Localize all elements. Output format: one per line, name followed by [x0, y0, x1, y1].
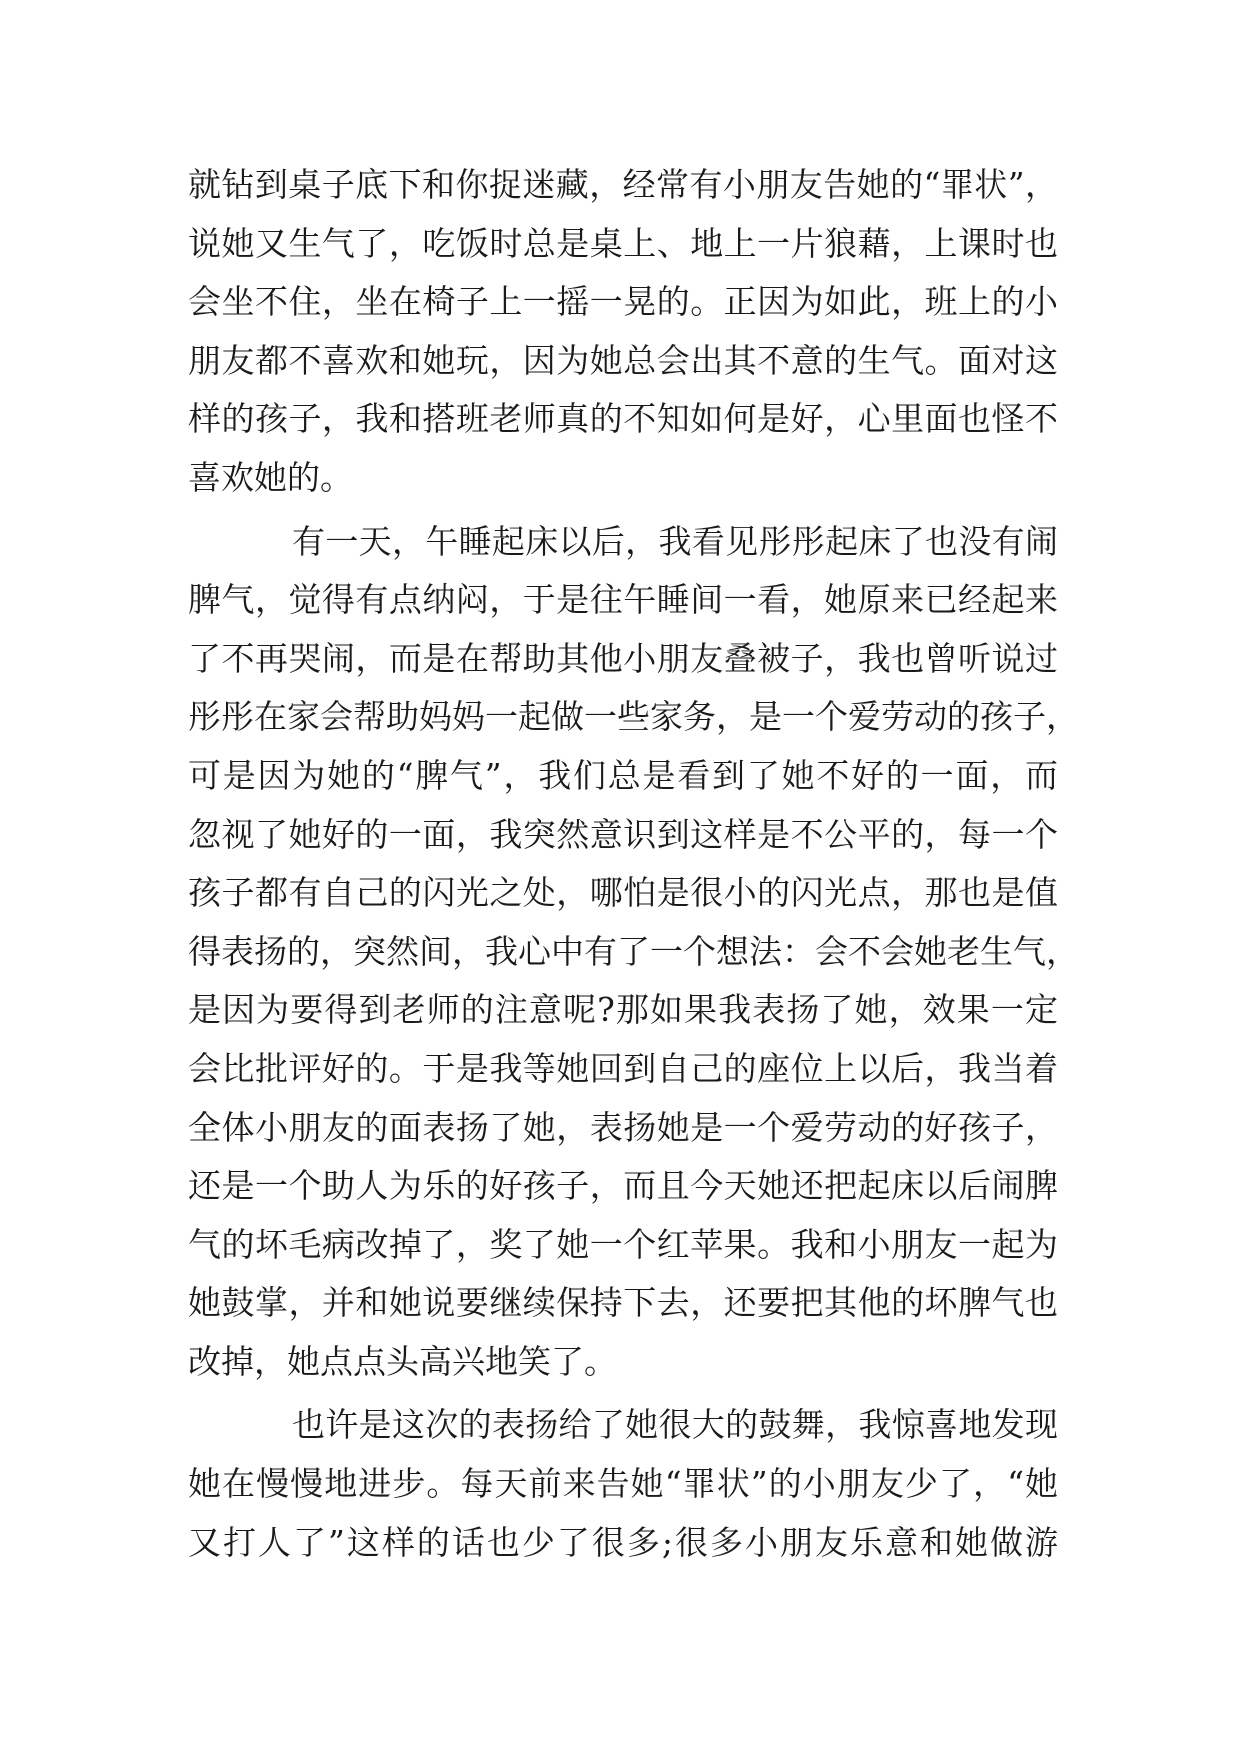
text-line: 就钻到桌子底下和你捉迷藏，经常有小朋友告她的“罪状”，: [188, 165, 1058, 204]
paragraph-2: [188, 513, 1079, 1392]
text-line: 说她又生气了，吃饭时总是桌上、地上一片狼藉，上课时也: [188, 223, 1058, 263]
text-line: 她在慢慢地进步。每天前来告她“罪状”的小朋友少了，“她: [188, 1464, 1058, 1504]
text-line: 又打人了”这样的话也少了很多;很多小朋友乐意和她做游: [188, 1522, 1058, 1562]
text-line: 得表扬的，突然间，我心中有了一个想法：会不会她老生气，: [188, 931, 1079, 971]
text-line: 改掉，她点点头高兴地笑了。: [188, 1341, 617, 1381]
text-line: 忽视了她好的一面，我突然意识到这样是不公平的，每一个: [188, 814, 1058, 854]
text-line: 喜欢她的。: [188, 457, 353, 497]
paragraph-1: [188, 156, 1058, 508]
text-line: 彤彤在家会帮助妈妈一起做一些家务，是一个爱劳动的孩子，: [188, 697, 1079, 737]
body-text: [188, 156, 1079, 1572]
text-line: 还是一个助人为乐的好孩子，而且今天她还把起床以后闹脾: [188, 1166, 1058, 1206]
text-line: 脾气，觉得有点纳闷，于是往午睡间一看，她原来已经起来: [188, 580, 1058, 620]
text-line: 孩子都有自己的闪光之处，哪怕是很小的闪光点，那也是值: [188, 873, 1058, 913]
text-line: 会坐不住，坐在椅子上一摇一晃的。正因为如此，班上的小: [188, 282, 1058, 322]
text-line: 是因为要得到老师的注意呢?那如果我表扬了她，效果一定: [188, 990, 1058, 1030]
paragraph-3: [188, 1396, 1058, 1572]
text-line: 也许是这次的表扬给了她很大的鼓舞，我惊喜地发现: [292, 1405, 1058, 1445]
text-line: 样的孩子，我和搭班老师真的不知如何是好，心里面也怪不: [188, 399, 1058, 439]
text-line: 会比批评好的。于是我等她回到自己的座位上以后，我当着: [188, 1048, 1058, 1088]
text-line: 有一天，午睡起床以后，我看见彤彤起床了也没有闹: [292, 521, 1058, 561]
text-line: 气的坏毛病改掉了，奖了她一个红苹果。我和小朋友一起为: [188, 1224, 1058, 1264]
text-line: 可是因为她的“脾气”，我们总是看到了她不好的一面，而: [188, 755, 1058, 795]
text-line: 全体小朋友的面表扬了她，表扬她是一个爱劳动的好孩子，: [188, 1107, 1058, 1147]
text-line: 了不再哭闹，而是在帮助其他小朋友叠被子，我也曾听说过: [188, 638, 1058, 678]
text-line: 她鼓掌，并和她说要继续保持下去，还要把其他的坏脾气也: [188, 1283, 1058, 1323]
text-line: 朋友都不喜欢和她玩，因为她总会出其不意的生气。面对这: [188, 340, 1058, 380]
